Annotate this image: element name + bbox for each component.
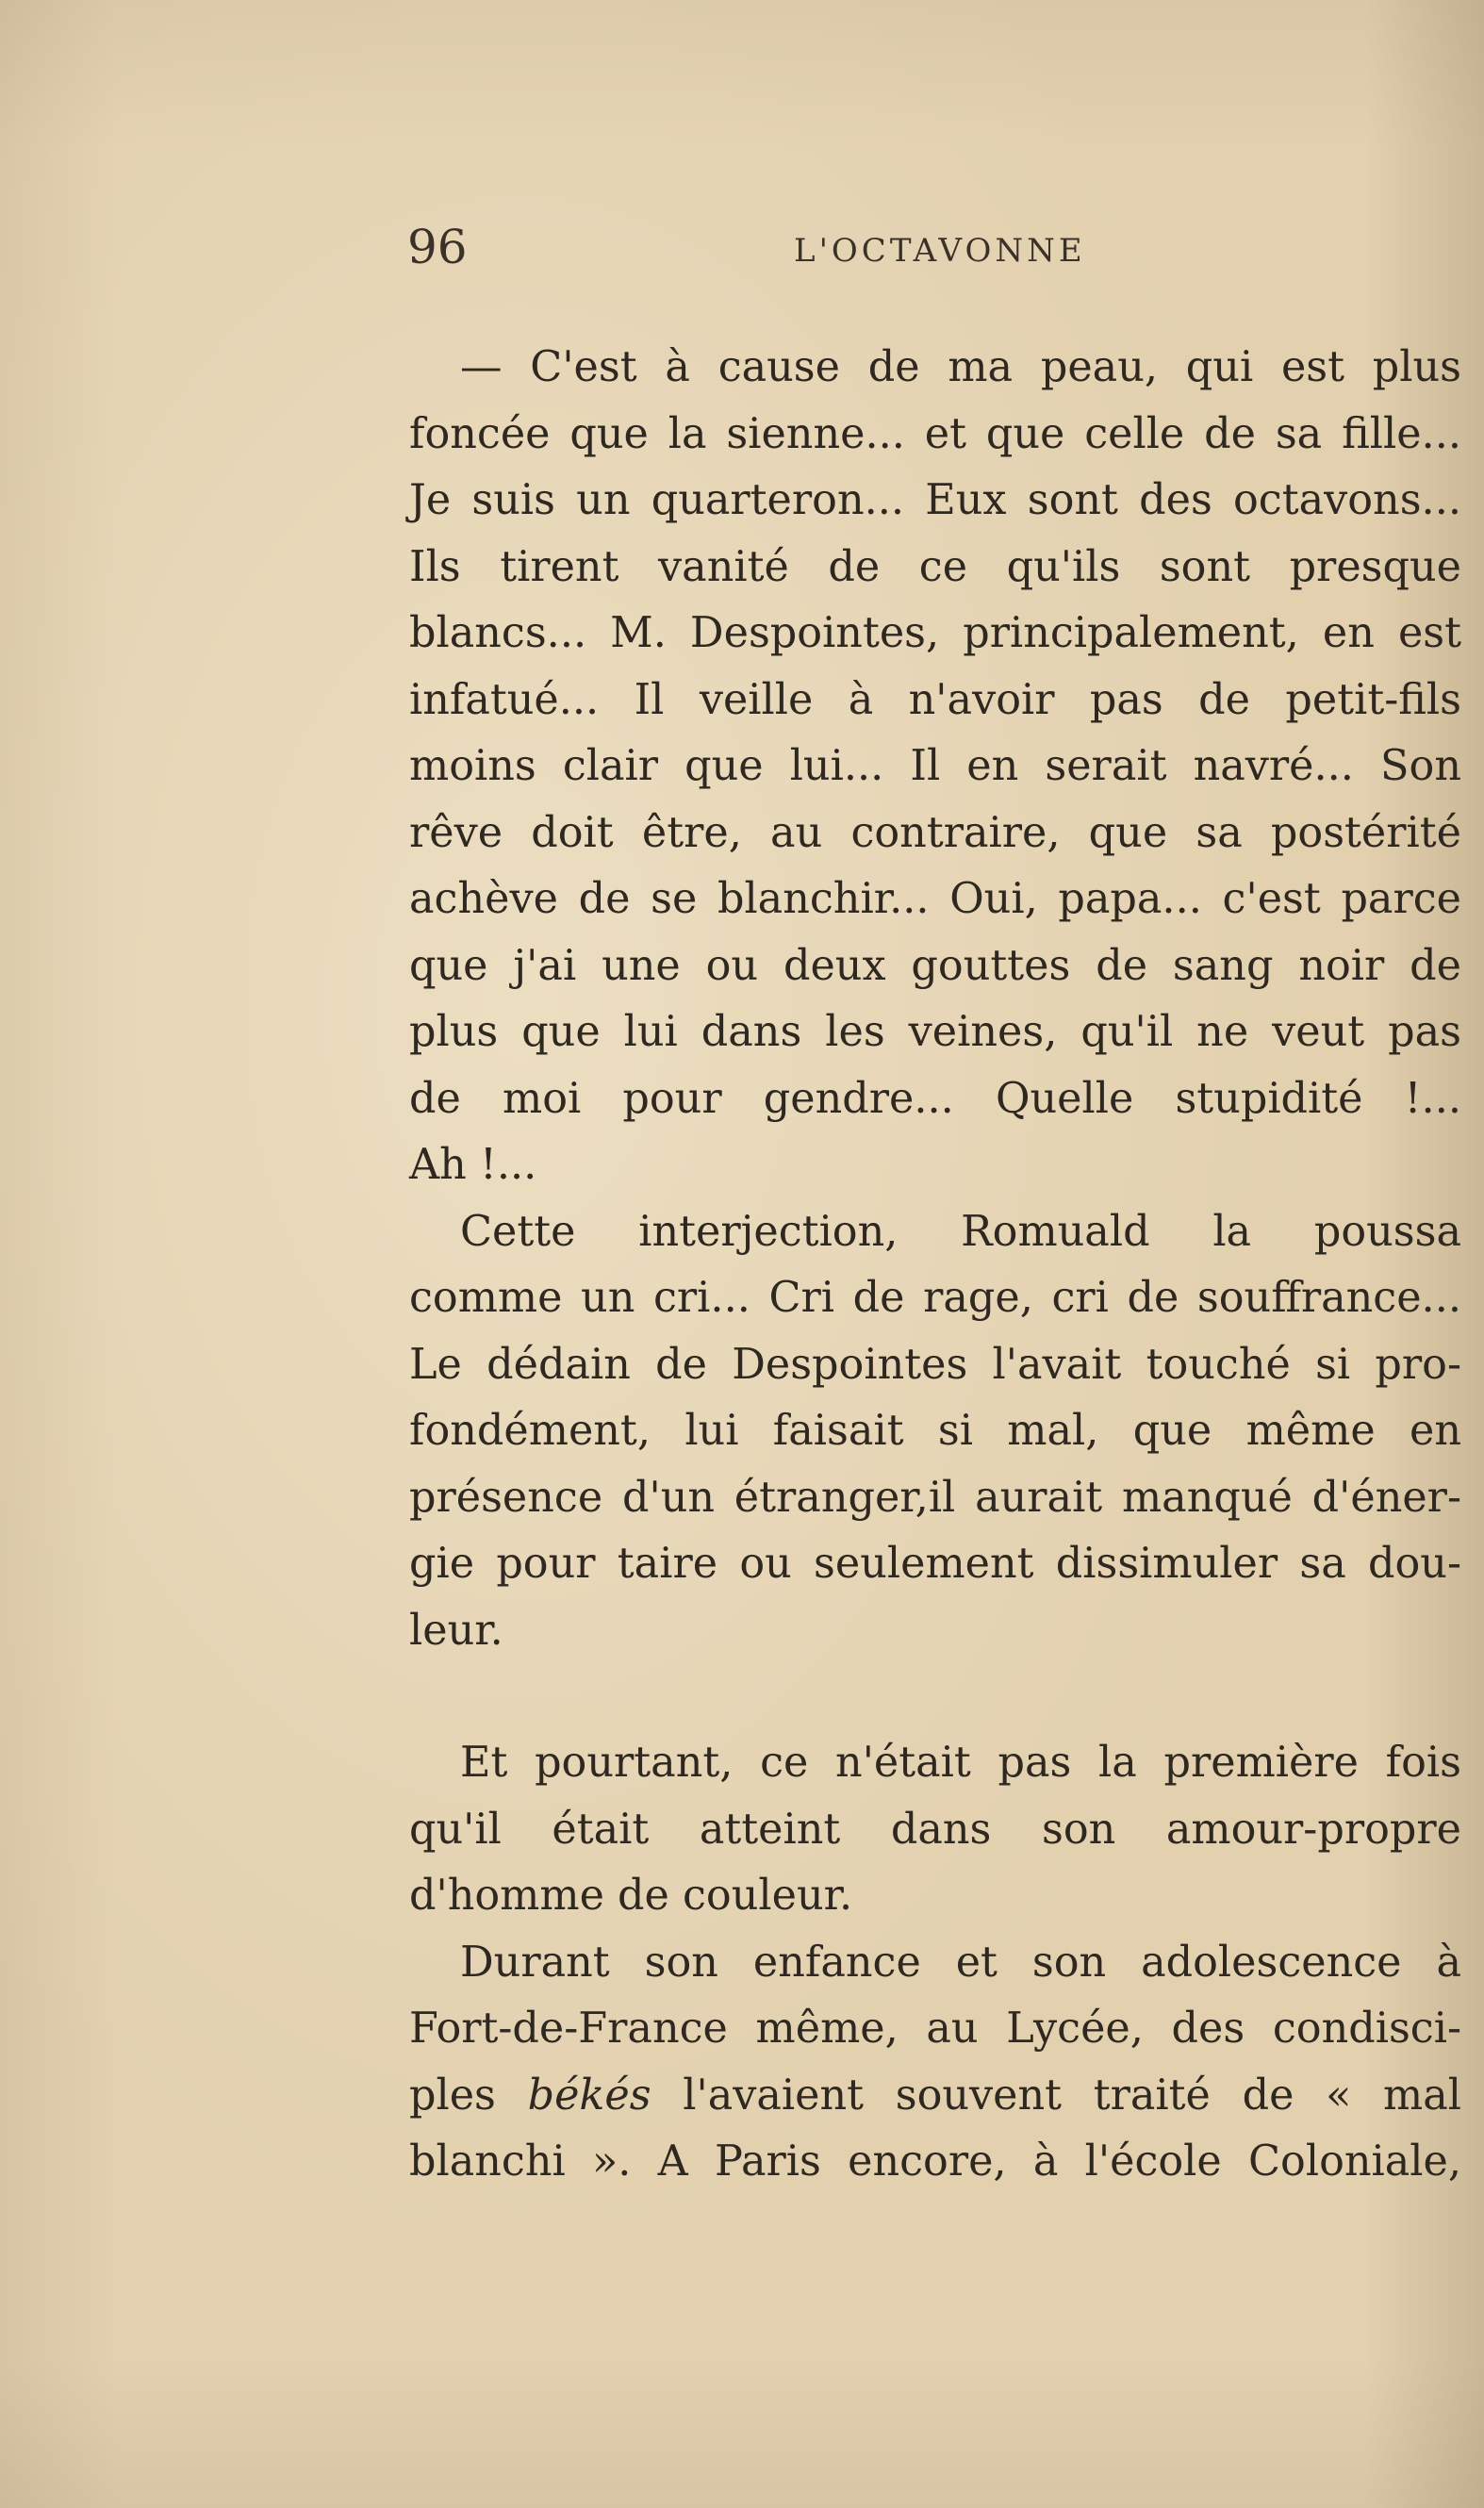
text-line: qu'il était atteint dans son amour-propre	[409, 1805, 1461, 1854]
section-gap	[409, 1664, 1461, 1730]
text-line: Fort-de-France même, au Lycée, des condisci-	[409, 2005, 1461, 2053]
text-line-mixed	[409, 2063, 1461, 2130]
text-line: que j'ai une ou deux gouttes de sang noir de	[409, 941, 1461, 990]
text-segment: ples	[409, 2071, 496, 2120]
text-line: leur.	[409, 1606, 503, 1655]
text-segment: l'avaient souvent traité de « mal	[683, 2071, 1461, 2120]
text-line: blanchi ». A Paris encore, à l'école Coloniale,	[409, 2137, 1461, 2186]
text-line: plus que lui dans les veines, qu'il ne veut pas	[409, 1008, 1461, 1056]
text-line: rêve doit être, au contraire, que sa postérité	[409, 808, 1461, 857]
text-line: d'homme de couleur.	[409, 1872, 853, 1920]
text-line: Cette interjection, Romuald la poussa	[460, 1207, 1461, 1256]
text-line: — C'est à cause de ma peau, qui est plus	[460, 343, 1461, 391]
italic-term: békés	[527, 2071, 651, 2120]
running-title: L'OCTAVONNE	[794, 232, 1086, 270]
page-number: 96	[407, 220, 468, 274]
text-line: infatué... Il veille à n'avoir pas de petit-fils	[409, 675, 1461, 724]
text-line: comme un cri... Cri de rage, cri de souffrance...	[409, 1274, 1461, 1322]
text-line: Durant son enfance et son adolescence à	[460, 1938, 1461, 1987]
text-line: fondément, lui faisait si mal, que même en	[409, 1407, 1461, 1455]
text-line: foncée que la sienne... et que celle de sa fille...	[409, 409, 1461, 458]
page-header	[407, 219, 1473, 275]
text-line: achève de se blanchir... Oui, papa... c'est parce	[409, 875, 1461, 923]
body-text	[409, 335, 1461, 2196]
text-line: moins clair que lui... Il en serait navré... Son	[409, 742, 1461, 790]
text-line: gie pour taire ou seulement dissimuler sa dou-	[409, 1540, 1461, 1588]
text-line: Je suis un quarteron... Eux sont des octavons...	[409, 476, 1461, 524]
text-line: présence d'un étranger,il aurait manqué d'éner-	[409, 1473, 1461, 1522]
text-line: blancs... M. Despointes, principalement, en est	[409, 609, 1461, 657]
text-line: Ils tirent vanité de ce qu'ils sont presque	[409, 542, 1461, 591]
text-line: Ah !...	[409, 1141, 537, 1189]
text-line: de moi pour gendre... Quelle stupidité !...	[409, 1074, 1461, 1123]
text-line: Le dédain de Despointes l'avait touché si pro-	[409, 1340, 1461, 1389]
text-line: Et pourtant, ce n'était pas la première fois	[460, 1739, 1461, 1787]
